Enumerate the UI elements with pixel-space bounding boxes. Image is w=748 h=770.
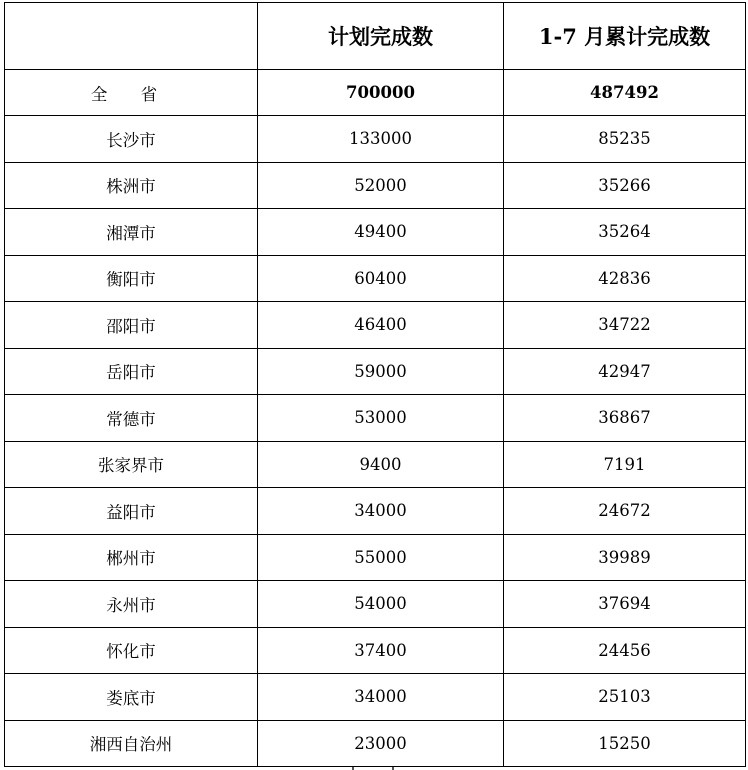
region-cell: 湘西自治州 bbox=[5, 720, 258, 767]
plan-cell: 60400 bbox=[258, 255, 504, 302]
table-row bbox=[5, 255, 746, 302]
cumulative-cell: 24672 bbox=[504, 488, 746, 535]
cumulative-cell: 34722 bbox=[504, 302, 746, 349]
cumulative-cell: 35266 bbox=[504, 162, 746, 209]
cumulative-cell: 85235 bbox=[504, 116, 746, 163]
cumulative-cell: 7191 bbox=[504, 441, 746, 488]
plan-cell: 9400 bbox=[258, 441, 504, 488]
cumulative-cell: 25103 bbox=[504, 674, 746, 721]
table-row bbox=[5, 627, 746, 674]
table-row bbox=[5, 209, 746, 256]
cumulative-cell: 36867 bbox=[504, 395, 746, 442]
plan-cell: 54000 bbox=[258, 581, 504, 628]
plan-cell: 53000 bbox=[258, 395, 504, 442]
cumulative-cell: 37694 bbox=[504, 581, 746, 628]
table-row-total bbox=[5, 70, 746, 116]
region-cell: 怀化市 bbox=[5, 627, 258, 674]
header-row bbox=[5, 3, 746, 70]
data-table bbox=[4, 2, 746, 767]
region-cell: 长沙市 bbox=[5, 116, 258, 163]
region-cell: 常德市 bbox=[5, 395, 258, 442]
region-cell: 邵阳市 bbox=[5, 302, 258, 349]
table-row bbox=[5, 395, 746, 442]
region-cell: 郴州市 bbox=[5, 534, 258, 581]
table-row bbox=[5, 720, 746, 767]
plan-cell: 34000 bbox=[258, 488, 504, 535]
cumulative-cell: 15250 bbox=[504, 720, 746, 767]
table-row bbox=[5, 348, 746, 395]
header-plan: 计划完成数 bbox=[258, 3, 504, 70]
plan-cell: 133000 bbox=[258, 116, 504, 163]
table-row bbox=[5, 116, 746, 163]
table-row bbox=[5, 534, 746, 581]
cumulative-cell: 39989 bbox=[504, 534, 746, 581]
table-row bbox=[5, 488, 746, 535]
cumulative-cell: 24456 bbox=[504, 627, 746, 674]
region-cell: 衡阳市 bbox=[5, 255, 258, 302]
header-region bbox=[5, 3, 258, 70]
region-cell: 益阳市 bbox=[5, 488, 258, 535]
table-header bbox=[5, 3, 746, 70]
plan-cell: 52000 bbox=[258, 162, 504, 209]
header-cumulative: 1-7 月累计完成数 bbox=[504, 3, 746, 70]
table-row bbox=[5, 441, 746, 488]
cumulative-cell: 35264 bbox=[504, 209, 746, 256]
plan-cell: 37400 bbox=[258, 627, 504, 674]
table-body bbox=[5, 70, 746, 767]
table-row bbox=[5, 162, 746, 209]
cumulative-cell: 487492 bbox=[504, 70, 746, 116]
plan-cell: 700000 bbox=[258, 70, 504, 116]
region-cell: 湘潭市 bbox=[5, 209, 258, 256]
table-row bbox=[5, 302, 746, 349]
plan-cell: 55000 bbox=[258, 534, 504, 581]
plan-cell: 34000 bbox=[258, 674, 504, 721]
table-row bbox=[5, 674, 746, 721]
plan-cell: 59000 bbox=[258, 348, 504, 395]
plan-cell: 46400 bbox=[258, 302, 504, 349]
region-cell: 全 省 bbox=[5, 70, 258, 116]
region-cell: 株洲市 bbox=[5, 162, 258, 209]
plan-cell: 49400 bbox=[258, 209, 504, 256]
cumulative-cell: 42947 bbox=[504, 348, 746, 395]
table-row bbox=[5, 581, 746, 628]
region-cell: 娄底市 bbox=[5, 674, 258, 721]
cumulative-cell: 42836 bbox=[504, 255, 746, 302]
region-cell: 永州市 bbox=[5, 581, 258, 628]
region-cell: 张家界市 bbox=[5, 441, 258, 488]
plan-cell: 23000 bbox=[258, 720, 504, 767]
region-cell: 岳阳市 bbox=[5, 348, 258, 395]
